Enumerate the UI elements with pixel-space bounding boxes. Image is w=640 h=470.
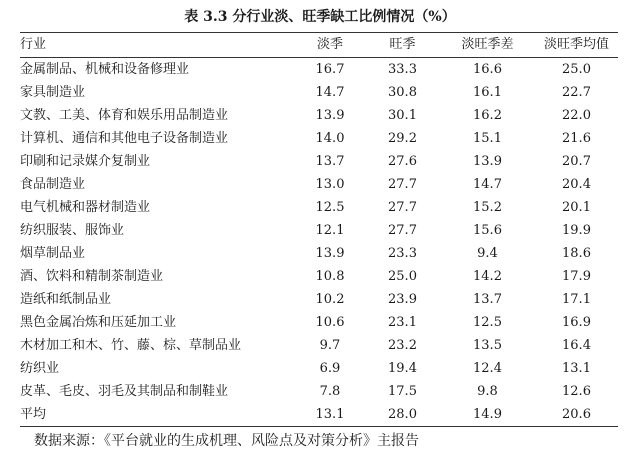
value-cell: 14.7 — [473, 177, 502, 192]
value-cell: 13.1 — [562, 361, 591, 376]
value-cell: 25.0 — [562, 62, 591, 77]
value-cell: 15.6 — [473, 223, 502, 238]
table-row — [20, 173, 618, 196]
value-cell: 12.4 — [473, 361, 502, 376]
value-cell: 23.3 — [388, 246, 417, 261]
industry-name-cell: 文教、工美、体育和娱乐用品制造业 — [20, 108, 229, 123]
header-season-difference: 淡旺季差 — [440, 33, 535, 58]
value-cell: 16.1 — [473, 85, 502, 100]
value-cell: 23.2 — [388, 338, 417, 353]
table-caption: 表 3.3 分行业淡、旺季缺工比例情况（%） — [184, 9, 456, 25]
value-cell: 27.7 — [388, 223, 417, 238]
industry-name-cell: 平均 — [20, 403, 295, 427]
value-cell: 17.5 — [388, 384, 417, 399]
value-cell: 13.9 — [473, 154, 502, 169]
industry-name-cell: 金属制品、机械和设备修理业 — [20, 62, 190, 77]
value-cell: 13.5 — [473, 338, 502, 353]
value-cell: 25.0 — [388, 269, 417, 284]
value-cell: 30.1 — [388, 108, 417, 123]
table-row — [20, 196, 618, 219]
value-cell: 13.1 — [295, 403, 365, 427]
value-cell: 9.8 — [477, 384, 498, 399]
table-row — [20, 334, 618, 357]
table-header-row — [20, 33, 618, 58]
table-row — [20, 288, 618, 311]
value-cell: 13.7 — [473, 292, 502, 307]
table-row — [20, 58, 618, 82]
value-cell: 13.0 — [315, 177, 345, 192]
value-cell: 9.4 — [477, 246, 498, 261]
value-cell: 18.6 — [562, 246, 591, 261]
value-cell: 22.0 — [562, 108, 591, 123]
value-cell: 12.1 — [315, 223, 345, 238]
value-cell: 15.1 — [473, 131, 502, 146]
value-cell: 23.1 — [388, 315, 417, 330]
value-cell: 12.5 — [473, 315, 502, 330]
value-cell: 20.4 — [562, 177, 591, 192]
industry-name-cell: 印刷和记录媒介复制业 — [20, 154, 151, 169]
industry-name-cell: 食品制造业 — [20, 177, 86, 192]
industry-name-cell: 酒、饮料和精制茶制造业 — [20, 269, 164, 284]
value-cell: 17.9 — [562, 269, 591, 284]
value-cell: 14.0 — [315, 131, 345, 146]
industry-name-cell: 家具制造业 — [20, 85, 86, 100]
value-cell: 20.7 — [562, 154, 591, 169]
table-row — [20, 311, 618, 334]
value-cell: 16.6 — [473, 62, 502, 77]
value-cell: 14.9 — [440, 403, 535, 427]
value-cell: 23.9 — [388, 292, 417, 307]
value-cell: 12.5 — [315, 200, 345, 215]
value-cell: 28.0 — [365, 403, 440, 427]
value-cell: 30.8 — [388, 85, 417, 100]
table-row — [20, 150, 618, 173]
value-cell: 20.6 — [535, 403, 618, 427]
value-cell: 20.1 — [562, 200, 591, 215]
table-row — [20, 219, 618, 242]
industry-name-cell: 黑色金属冶炼和压延加工业 — [20, 315, 177, 330]
industry-name-cell: 皮革、毛皮、羽毛及其制品和制鞋业 — [20, 384, 229, 399]
header-off-season: 淡季 — [295, 33, 365, 58]
industry-name-cell: 造纸和纸制品业 — [20, 292, 112, 307]
table-row — [20, 403, 618, 427]
value-cell: 16.2 — [473, 108, 502, 123]
table-body — [20, 58, 618, 427]
header-peak-season: 旺季 — [365, 33, 440, 58]
value-cell: 13.9 — [315, 246, 345, 261]
value-cell: 19.9 — [562, 223, 591, 238]
value-cell: 14.7 — [315, 85, 345, 100]
value-cell: 10.8 — [315, 269, 345, 284]
data-source-note: 数据来源：《平台就业的生成机理、风险点及对策分析》主报告 — [34, 433, 419, 449]
value-cell: 17.1 — [562, 292, 591, 307]
value-cell: 16.9 — [562, 315, 591, 330]
value-cell: 13.9 — [315, 108, 345, 123]
value-cell: 12.6 — [562, 384, 591, 399]
header-season-mean: 淡旺季均值 — [535, 33, 618, 58]
value-cell: 27.7 — [388, 200, 417, 215]
value-cell: 22.7 — [562, 85, 591, 100]
value-cell: 16.7 — [315, 62, 345, 77]
value-cell: 10.2 — [315, 292, 345, 307]
value-cell: 16.4 — [562, 338, 591, 353]
value-cell: 21.6 — [562, 131, 591, 146]
value-cell: 13.7 — [315, 154, 345, 169]
industry-name-cell: 木材加工和木、竹、藤、棕、草制品业 — [20, 338, 242, 353]
table-row — [20, 357, 618, 380]
value-cell: 10.6 — [315, 315, 345, 330]
value-cell: 27.6 — [388, 154, 417, 169]
table-row — [20, 265, 618, 288]
industry-name-cell: 纺织业 — [20, 361, 60, 376]
header-industry: 行业 — [20, 33, 295, 58]
value-cell: 27.7 — [388, 177, 417, 192]
industry-shortage-table — [20, 32, 618, 427]
industry-name-cell: 纺织服装、服饰业 — [20, 223, 125, 238]
table-row — [20, 380, 618, 403]
table-row — [20, 81, 618, 104]
industry-name-cell: 烟草制品业 — [20, 246, 86, 261]
value-cell: 29.2 — [388, 131, 417, 146]
value-cell: 33.3 — [388, 62, 417, 77]
value-cell: 7.8 — [319, 384, 341, 399]
table-row — [20, 104, 618, 127]
value-cell: 15.2 — [473, 200, 502, 215]
value-cell: 14.2 — [473, 269, 502, 284]
industry-name-cell: 电气机械和器材制造业 — [20, 200, 151, 215]
value-cell: 9.7 — [319, 338, 341, 353]
value-cell: 19.4 — [388, 361, 417, 376]
table-row — [20, 127, 618, 150]
table-row — [20, 242, 618, 265]
industry-name-cell: 计算机、通信和其他电子设备制造业 — [20, 131, 229, 146]
value-cell: 6.9 — [319, 361, 341, 376]
